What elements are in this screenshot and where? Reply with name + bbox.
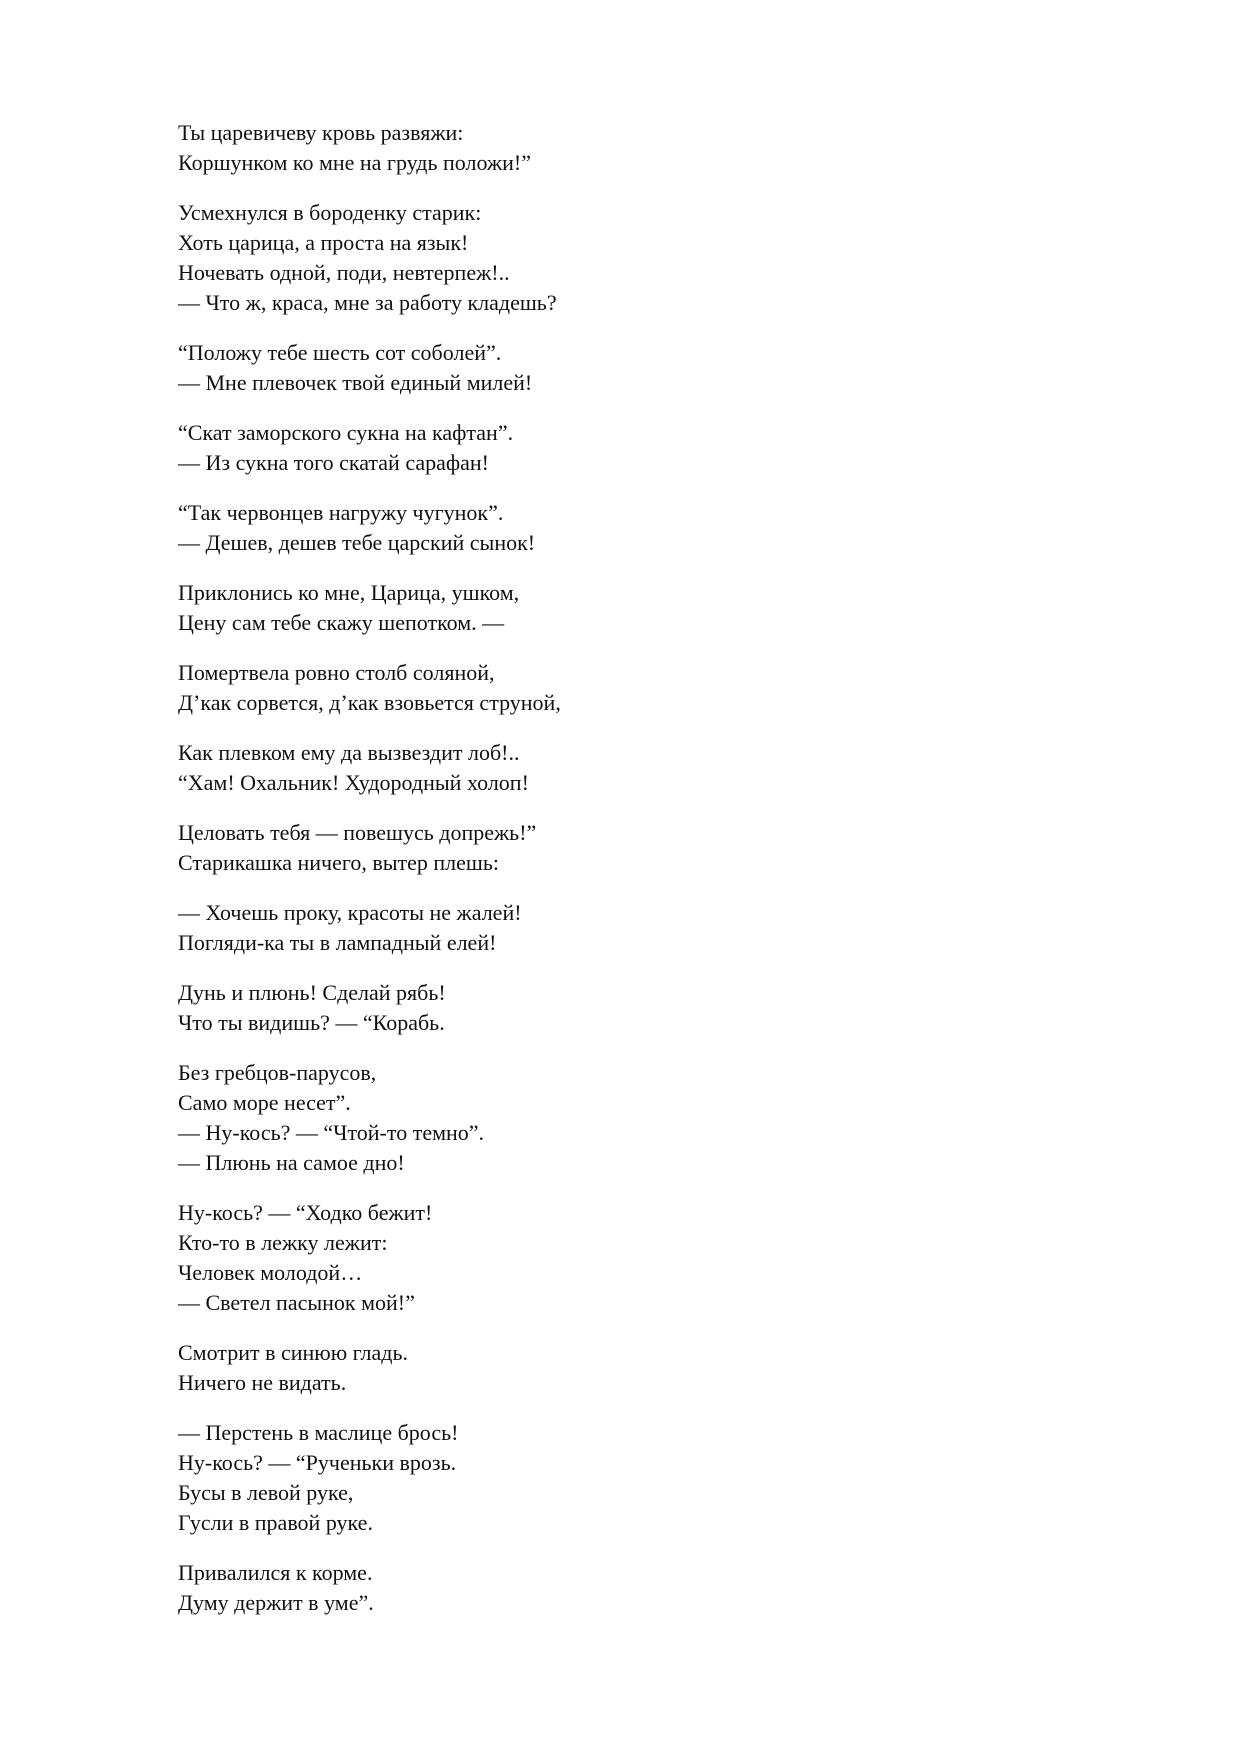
poem-line: Гусли в правой руке.	[178, 1510, 373, 1535]
poem-line: “Положу тебе шесть сот соболей”.	[178, 340, 502, 365]
poem-line: Бусы в левой руке,	[178, 1480, 354, 1505]
stanza-15	[178, 1418, 1078, 1538]
poem-line: “Так червонцев нагружу чугунок”.	[178, 500, 504, 525]
poem-line: Ну-кось? — “Рученьки врозь.	[178, 1450, 457, 1475]
poem-text	[178, 118, 1078, 1638]
poem-line: — Перстень в маслице брось!	[178, 1420, 459, 1445]
stanza-14	[178, 1338, 1078, 1398]
poem-line: “Хам! Охальник! Худородный холоп!	[178, 770, 529, 795]
stanza-3	[178, 338, 1078, 398]
poem-line: Д’как сорвется, д’как взовьется струной,	[178, 690, 561, 715]
poem-line: Усмехнулся в бороденку старик:	[178, 200, 482, 225]
poem-line: — Ну-кось? — “Чтой-то темно”.	[178, 1120, 485, 1145]
poem-line: Как плевком ему да вызвездит лоб!..	[178, 740, 520, 765]
poem-line: — Плюнь на самое дно!	[178, 1150, 405, 1175]
poem-line: — Хочешь проку, красоты не жалей!	[178, 900, 522, 925]
poem-line: Без гребцов-парусов,	[178, 1060, 377, 1085]
poem-line: — Мне плевочек твой единый милей!	[178, 370, 533, 395]
stanza-8	[178, 738, 1078, 798]
stanza-7	[178, 658, 1078, 718]
poem-line: Погляди-ка ты в лампадный елей!	[178, 930, 497, 955]
stanza-16	[178, 1558, 1078, 1618]
stanza-9	[178, 818, 1078, 878]
poem-line: Ночевать одной, поди, невтерпеж!..	[178, 260, 510, 285]
stanza-10	[178, 898, 1078, 958]
poem-line: — Из сукна того скатай сарафан!	[178, 450, 489, 475]
poem-line: Думу держит в уме”.	[178, 1590, 374, 1615]
poem-line: Старикашка ничего, вытер плешь:	[178, 850, 499, 875]
stanza-11	[178, 978, 1078, 1038]
poem-line: Ну-кось? — “Ходко бежит!	[178, 1200, 433, 1225]
stanza-12	[178, 1058, 1078, 1178]
poem-line: Коршунком ко мне на грудь положи!”	[178, 150, 531, 175]
stanza-2	[178, 198, 1078, 318]
poem-line: Дунь и плюнь! Сделай рябь!	[178, 980, 446, 1005]
poem-line: Помертвела ровно столб соляной,	[178, 660, 495, 685]
poem-line: Ты царевичеву кровь развяжи:	[178, 120, 464, 145]
poem-line: — Светел пасынок мой!”	[178, 1290, 415, 1315]
stanza-1	[178, 118, 1078, 178]
poem-line: Целовать тебя — повешусь допрежь!”	[178, 820, 537, 845]
poem-line: Что ты видишь? — “Корабь.	[178, 1010, 445, 1035]
poem-line: — Что ж, краса, мне за работу кладешь?	[178, 290, 557, 315]
poem-line: “Скат заморского сукна на кафтан”.	[178, 420, 514, 445]
stanza-13	[178, 1198, 1078, 1318]
poem-line: Привалился к корме.	[178, 1560, 373, 1585]
stanza-6	[178, 578, 1078, 638]
poem-line: Хоть царица, а проста на язык!	[178, 230, 469, 255]
poem-line: Само море несет”.	[178, 1090, 351, 1115]
poem-line: Цену сам тебе скажу шепотком. —	[178, 610, 505, 635]
poem-line: — Дешев, дешев тебе царский сынок!	[178, 530, 536, 555]
stanza-4	[178, 418, 1078, 478]
poem-line: Приклонись ко мне, Царица, ушком,	[178, 580, 520, 605]
poem-line: Ничего не видать.	[178, 1370, 347, 1395]
stanza-5	[178, 498, 1078, 558]
poem-line: Кто-то в лежку лежит:	[178, 1230, 388, 1255]
poem-line: Смотрит в синюю гладь.	[178, 1340, 409, 1365]
poem-line: Человек молодой…	[178, 1260, 363, 1285]
